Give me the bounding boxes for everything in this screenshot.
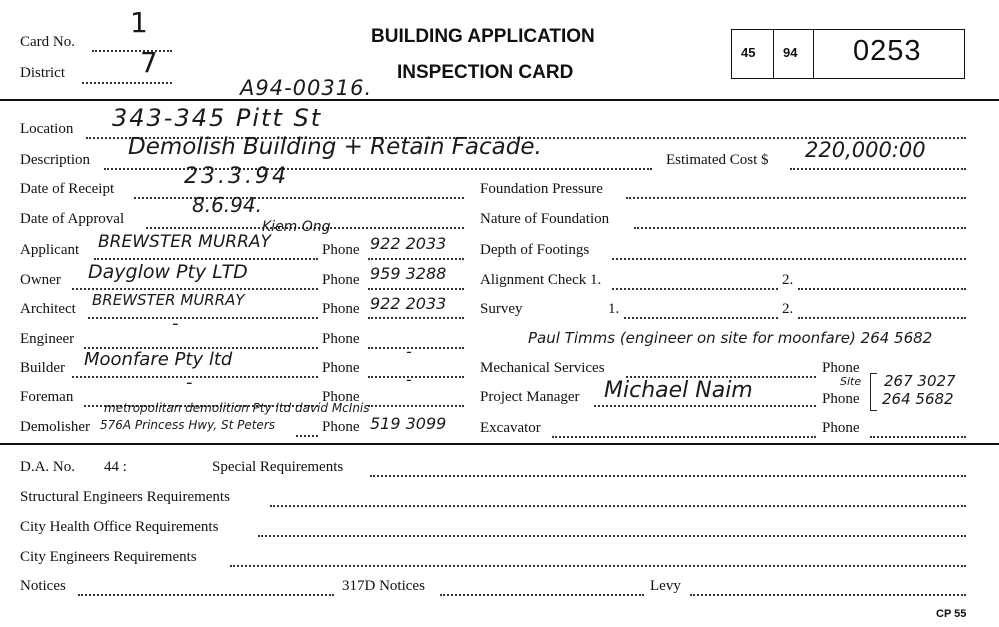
special-requirements-label: Special Requirements — [212, 459, 344, 475]
section-divider — [0, 443, 999, 445]
card-number-box — [731, 29, 965, 79]
owner-phone-dots — [368, 288, 464, 290]
foreman-phone-dots — [368, 405, 464, 407]
box-card-number: 0253 — [853, 35, 922, 67]
owner-value: Dayglow Pty LTD — [88, 261, 248, 283]
box-divider-2 — [813, 29, 814, 79]
excavator-dots — [552, 436, 816, 438]
location-value: 343-345 Pitt St — [112, 104, 323, 132]
demolisher-address: 576A Princess Hwy, St Peters — [100, 418, 276, 432]
depth-of-footings-dots — [612, 258, 966, 260]
builder-phone-dots — [368, 376, 464, 378]
applicant-note: Kiem Ong — [262, 219, 331, 235]
builder-phone: - — [406, 342, 412, 361]
header-divider — [0, 99, 999, 101]
district-dots — [82, 82, 172, 84]
survey-label: Survey — [480, 301, 523, 317]
notices-317d-label: 317D Notices — [342, 578, 425, 594]
form-code: CP 55 — [936, 608, 967, 620]
da-no-value: 44 : — [104, 459, 127, 475]
nature-of-foundation-label: Nature of Foundation — [480, 211, 610, 227]
foreman-value: - — [186, 372, 193, 393]
owner-phone-label: Phone — [322, 272, 360, 288]
box-divider-1 — [773, 29, 774, 79]
structural-engineers-label: Structural Engineers Requirements — [20, 489, 230, 505]
architect-phone: 922 2033 — [370, 294, 447, 313]
estimated-cost-value: 220,000:00 — [805, 138, 926, 162]
architect-phone-dots — [368, 317, 464, 319]
form-title-line2: INSPECTION CARD — [397, 62, 574, 83]
district-value: 7 — [140, 46, 158, 79]
applicant-value: BREWSTER MURRAY — [98, 232, 271, 252]
approval-label: Date of Approval — [20, 211, 125, 227]
demolisher-company: metropolitan demolition Pty ltd david McInis — [104, 401, 370, 415]
foundation-pressure-label: Foundation Pressure — [480, 181, 603, 197]
owner-label: Owner — [20, 272, 61, 288]
architect-value: BREWSTER MURRAY — [92, 291, 245, 309]
phone-bracket — [870, 373, 877, 411]
notices-317d-dots — [440, 594, 644, 596]
nature-of-foundation-dots — [634, 227, 966, 229]
receipt-label: Date of Receipt — [20, 181, 115, 197]
form-title-line1: BUILDING APPLICATION — [371, 26, 595, 47]
excavator-phone-label: Phone — [822, 420, 860, 436]
project-manager-phone-2: 264 5682 — [882, 390, 954, 408]
notices-label: Notices — [20, 578, 66, 594]
alignment-check-label: Alignment Check 1. — [480, 272, 602, 288]
structural-engineers-dots — [270, 505, 966, 507]
city-engineers-label: City Engineers Requirements — [20, 549, 197, 565]
card-no-label: Card No. — [20, 34, 75, 50]
city-health-label: City Health Office Requirements — [20, 519, 219, 535]
city-health-dots — [258, 535, 966, 537]
architect-label: Architect — [20, 301, 76, 317]
survey-dots-2 — [798, 317, 966, 319]
approval-value: 8.6.94. — [192, 193, 262, 217]
architect-phone-label: Phone — [322, 301, 360, 317]
description-value: Demolish Building + Retain Facade. — [128, 134, 542, 160]
card-no-value: 1 — [130, 6, 148, 39]
receipt-dots — [134, 197, 464, 199]
owner-dots — [72, 288, 318, 290]
applicant-phone-dots — [368, 258, 464, 260]
applicant-label: Applicant — [20, 242, 80, 258]
applicant-dots — [94, 258, 318, 260]
box-year-code: 45 — [741, 45, 756, 60]
project-manager-site: Site — [840, 375, 862, 388]
card-no-dots — [92, 50, 172, 52]
demolisher-phone-label: Phone — [322, 419, 360, 435]
foreman-label: Foreman — [20, 389, 74, 405]
notices-dots — [78, 594, 334, 596]
city-engineers-dots — [230, 565, 966, 567]
architect-dots — [88, 317, 318, 319]
description-label: Description — [20, 152, 90, 168]
engineer-label: Engineer — [20, 331, 75, 347]
demolisher-phone: 519 3099 — [370, 414, 447, 433]
estimated-cost-label: Estimated Cost $ — [666, 152, 769, 168]
builder-label: Builder — [20, 360, 65, 376]
foreman-phone-label: Phone — [322, 389, 360, 405]
mechanical-phone-label: Phone — [822, 360, 860, 376]
project-manager-dots — [594, 405, 816, 407]
special-requirements-dots — [370, 475, 966, 477]
estimated-cost-dots — [790, 168, 966, 170]
levy-label: Levy — [650, 578, 681, 594]
mechanical-services-label: Mechanical Services — [480, 360, 605, 376]
owner-phone: 959 3288 — [370, 264, 447, 283]
location-label: Location — [20, 121, 74, 137]
receipt-value: 23.3.94 — [184, 164, 289, 189]
file-reference: A94-00316. — [240, 76, 373, 100]
project-manager-value: Michael Naim — [604, 378, 753, 403]
engineer-phone-dots — [368, 347, 464, 349]
builder-dots — [72, 376, 318, 378]
demolisher-dots — [296, 435, 318, 437]
engineer-on-site-note: Paul Timms (engineer on site for moonfare) 264 5682 — [528, 329, 933, 347]
depth-of-footings-label: Depth of Footings — [480, 242, 590, 258]
engineer-value: - — [172, 313, 179, 334]
box-year: 94 — [783, 45, 798, 60]
foreman-phone: - — [406, 370, 412, 389]
engineer-phone-label: Phone — [322, 331, 360, 347]
demolisher-label: Demolisher — [20, 419, 90, 435]
alignment-check-dots-2 — [798, 288, 966, 290]
applicant-phone-label: Phone — [322, 242, 360, 258]
project-manager-label: Project Manager — [480, 389, 580, 405]
excavator-phone-dots — [870, 436, 966, 438]
levy-dots — [690, 594, 966, 596]
project-manager-phone-label: Phone — [822, 391, 860, 407]
survey-dots-1 — [624, 317, 778, 319]
builder-value: Moonfare Pty ltd — [84, 349, 233, 370]
excavator-label: Excavator — [480, 420, 541, 436]
survey-one: 1. — [608, 301, 620, 317]
builder-phone-label: Phone — [322, 360, 360, 376]
alignment-check-two: 2. — [782, 272, 794, 288]
project-manager-phone-1: 267 3027 — [884, 372, 956, 390]
foundation-pressure-dots — [626, 197, 966, 199]
alignment-check-dots-1 — [612, 288, 778, 290]
district-label: District — [20, 65, 65, 81]
survey-two: 2. — [782, 301, 794, 317]
applicant-phone: 922 2033 — [370, 234, 447, 253]
da-no-label: D.A. No. — [20, 459, 75, 475]
